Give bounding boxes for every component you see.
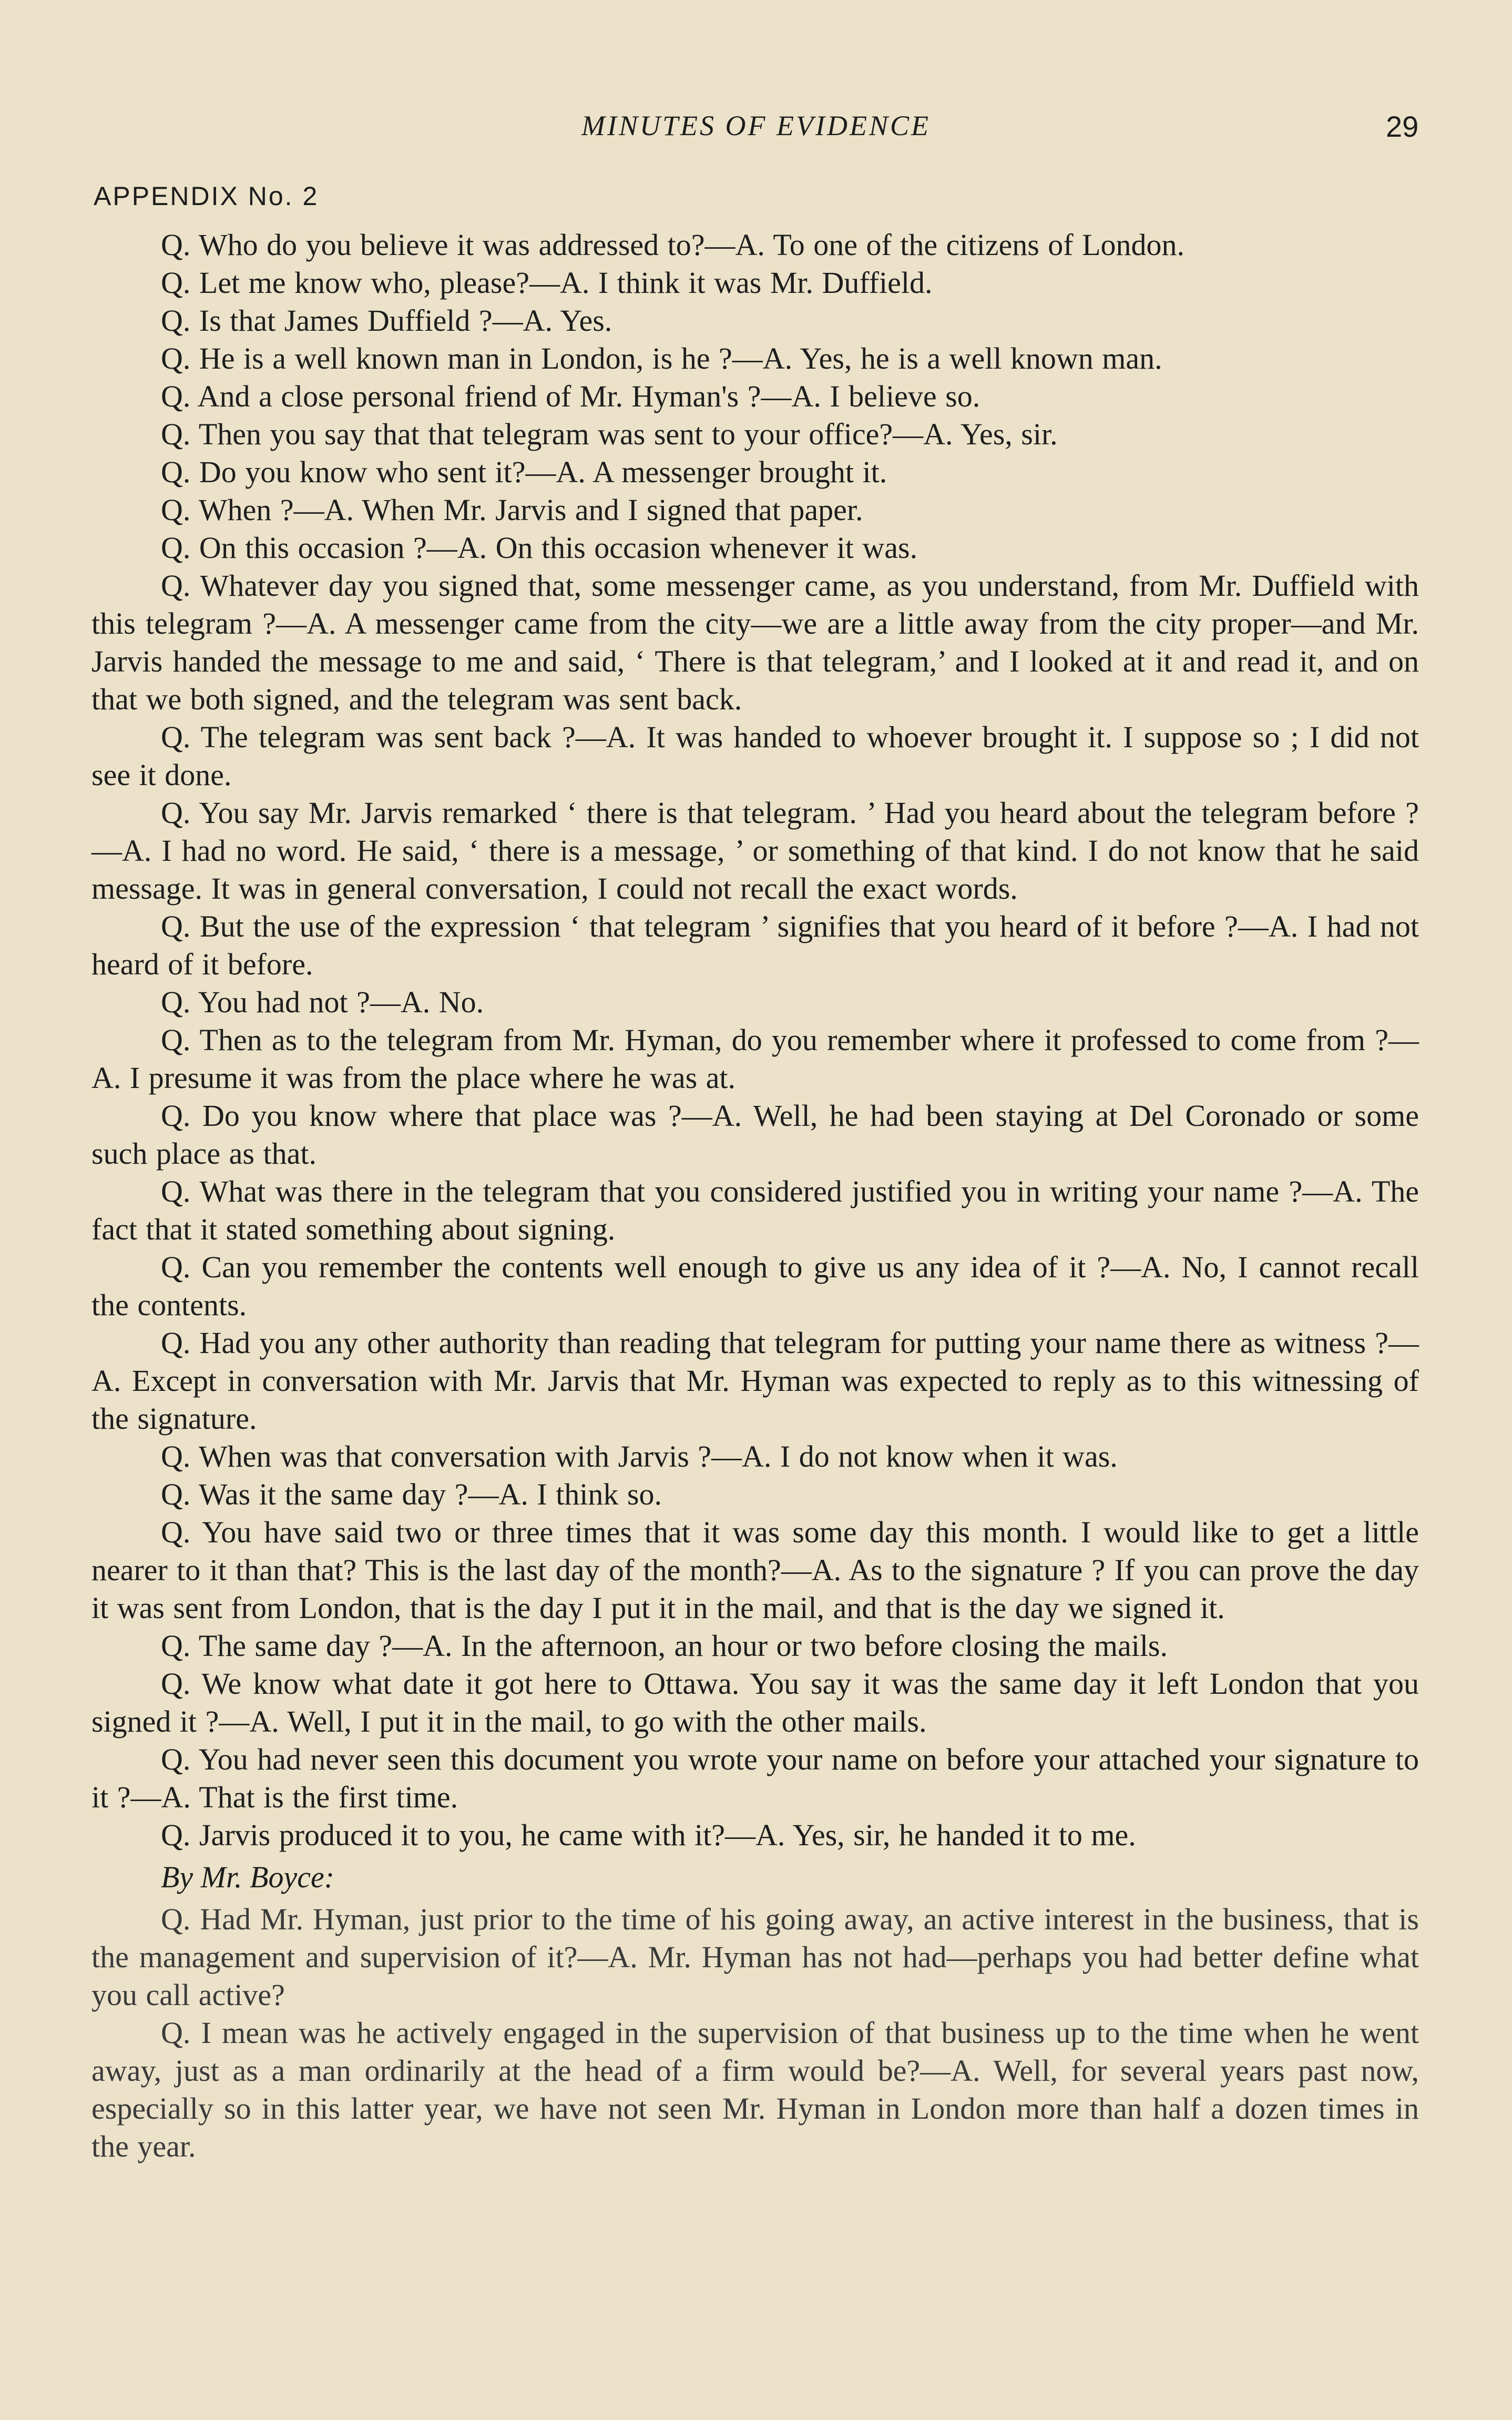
paragraph: Q. But the use of the expression ‘ that telegram ’ signifies that you heard of it before ?—A. I had not heard of it before.: [91, 909, 1419, 981]
page-number: 29: [1386, 110, 1419, 143]
paragraph: Q. Had Mr. Hyman, just prior to the time of his going away, an active interest in the business, that is the management and supervision of it?—A. Mr. Hyman has not had—perhaps you had better define what you call active?: [91, 1902, 1419, 2012]
paragraph: Q. Do you know where that place was ?—A. Well, he had been staying at Del Coronado or some such place as that.: [91, 1099, 1419, 1171]
paragraph: Q. Let me know who, please?—A. I think it was Mr. Duffield.: [161, 266, 933, 300]
paragraph: Q. What was there in the telegram that you considered justified you in writing your name ?—A. The fact that it stated something about signing.: [91, 1174, 1419, 1246]
paragraph: Q. Had you any other authority than reading that telegram for putting your name there as witness ?—A. Except in conversation with Mr. Jarvis that Mr. Hyman was expected to reply as to this witnessing of the signature.: [91, 1326, 1419, 1436]
paragraph: Q. I mean was he actively engaged in the supervision of that business up to the time when he went away, just as a man ordinarily at the head of a firm would be?—A. Well, for several years past now, especially so in this latter year, we have not seen Mr. Hyman in London more than half a dozen times in the year.: [91, 2016, 1419, 2163]
paragraph: Q. Then as to the telegram from Mr. Hyman, do you remember where it professed to come from ?—A. I presume it was from the place where he was at.: [91, 1023, 1419, 1095]
running-title: MINUTES OF EVIDENCE: [581, 110, 931, 141]
paragraph: Q. Jarvis produced it to you, he came with it?—A. Yes, sir, he handed it to me.: [161, 1818, 1136, 1852]
paragraph: Q. Then you say that that telegram was sent to your office?—A. Yes, sir.: [161, 417, 1058, 451]
paragraph: Q. And a close personal friend of Mr. Hyman's ?—A. I believe so.: [161, 379, 980, 413]
paragraph: Q. You have said two or three times that it was some day this month. I would like to get a little nearer to it than that? This is the last day of the month?—A. As to the signature ? If you can prove the day it was sent from London, that is the day I put it in the mail, and that is the day we signed it.: [91, 1515, 1419, 1625]
examiner-heading: By Mr. Boyce:: [161, 1860, 335, 1894]
paragraph: Q. When was that conversation with Jarvis ?—A. I do not know when it was.: [161, 1439, 1118, 1473]
appendix-label: APPENDIX No. 2: [94, 181, 319, 211]
paragraph: Q. You say Mr. Jarvis remarked ‘ there is that telegram. ’ Had you heard about the telegram before ?—A. I had no word. He said, ‘ there is a message, ’ or something of that kind. I do not know that he said message. It was in general conversation, I could not recall the exact words.: [91, 796, 1419, 906]
testimony-text: [91, 226, 1419, 2165]
paragraph: Q. You had not ?—A. No.: [161, 985, 484, 1019]
paragraph: Q. Can you remember the contents well enough to give us any idea of it ?—A. No, I cannot recall the contents.: [91, 1250, 1419, 1322]
paragraph: Q. He is a well known man in London, is he ?—A. Yes, he is a well known man.: [161, 341, 1162, 375]
paragraph: Q. You had never seen this document you wrote your name on before your attached your signature to it ?—A. That is the first time.: [91, 1742, 1419, 1814]
paragraph: Q. Do you know who sent it?—A. A messenger brought it.: [161, 455, 887, 489]
paragraph: Q. Whatever day you signed that, some messenger came, as you understand, from Mr. Duffield with this telegram ?—A. A messenger came from the city—we are a little away from the city proper—and Mr. Jarvis handed the message to me and said, ‘ There is that telegram,’ and I looked at it and read it, and on that we both signed, and the telegram was sent back.: [91, 568, 1419, 716]
paragraph: Q. The same day ?—A. In the afternoon, an hour or two before closing the mails.: [161, 1629, 1168, 1663]
paragraph: Q. We know what date it got here to Ottawa. You say it was the same day it left London that you signed it ?—A. Well, I put it in the mail, to go with the other mails.: [91, 1666, 1419, 1738]
paragraph: Q. When ?—A. When Mr. Jarvis and I signed that paper.: [161, 493, 863, 527]
paragraph: Q. Was it the same day ?—A. I think so.: [161, 1477, 662, 1511]
paragraph: Q. Who do you believe it was addressed to?—A. To one of the citizens of London.: [161, 228, 1185, 262]
paragraph: Q. Is that James Duffield ?—A. Yes.: [161, 303, 612, 338]
paragraph: Q. On this occasion ?—A. On this occasion whenever it was.: [161, 531, 918, 565]
paragraph: Q. The telegram was sent back ?—A. It was handed to whoever brought it. I suppose so ; I did not see it done.: [91, 720, 1419, 792]
